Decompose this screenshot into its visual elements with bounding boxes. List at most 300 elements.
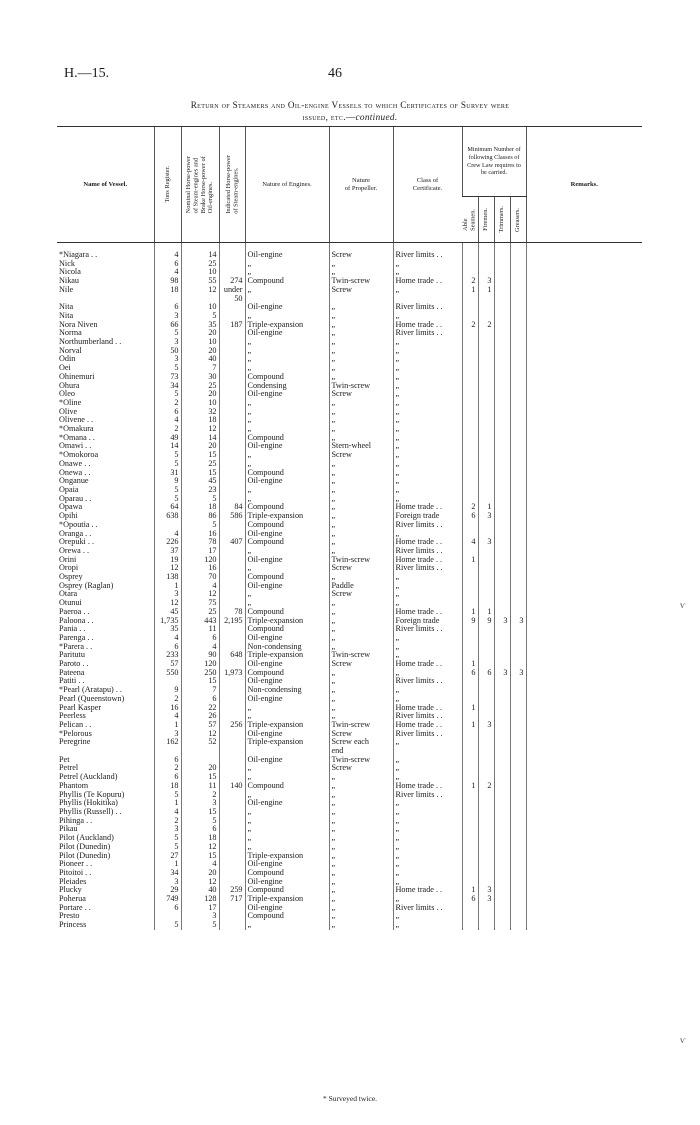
nominal-hp: 15	[181, 773, 219, 782]
engines	[245, 747, 329, 756]
remarks	[526, 495, 642, 504]
tons: 50	[154, 347, 181, 356]
certificate-class: Home trade . .	[393, 886, 462, 895]
propeller: „	[329, 416, 393, 425]
certificate-class: „	[393, 860, 462, 869]
table-row	[57, 303, 642, 312]
greasers	[510, 643, 526, 652]
propeller: „	[329, 530, 393, 539]
vessel-name: Norval	[59, 346, 82, 355]
indicated-hp	[219, 260, 245, 269]
table-row	[57, 521, 642, 530]
engines: Oil-engine	[245, 799, 329, 808]
firemen	[478, 660, 494, 669]
table-row	[57, 712, 642, 721]
able-seamen	[462, 912, 478, 921]
able-seamen	[462, 590, 478, 599]
trimmers	[494, 373, 510, 382]
firemen	[478, 434, 494, 443]
vessel-name: Pikau	[59, 825, 78, 834]
greasers	[510, 660, 526, 669]
tons: 5	[154, 329, 181, 338]
trimmers	[494, 886, 510, 895]
certificate-class: Home trade . .	[393, 704, 462, 713]
remarks	[526, 617, 642, 626]
nominal-hp: 18	[181, 416, 219, 425]
remarks	[526, 764, 642, 773]
table-row	[57, 460, 642, 469]
nominal-hp: 15	[181, 808, 219, 817]
indicated-hp	[219, 495, 245, 504]
propeller: „	[329, 921, 393, 930]
greasers	[510, 773, 526, 782]
firemen	[478, 677, 494, 686]
vessel-name: Nicola	[59, 268, 81, 277]
firemen	[478, 704, 494, 713]
nominal-hp: 57	[181, 721, 219, 730]
able-seamen	[462, 834, 478, 843]
tons: 3	[154, 590, 181, 599]
certificate-class: „	[393, 399, 462, 408]
nominal-hp: 7	[181, 686, 219, 695]
indicated-hp	[219, 399, 245, 408]
indicated-hp	[219, 878, 245, 887]
greasers	[510, 460, 526, 469]
col-trimmers: Trimmers.	[494, 197, 510, 243]
tons	[154, 912, 181, 921]
vessel-name: Petrel	[59, 764, 79, 773]
greasers	[510, 651, 526, 660]
firemen: 6	[478, 669, 494, 678]
nominal-hp: 5	[181, 521, 219, 530]
vessel-name: Olive	[59, 407, 78, 416]
engines: „	[245, 764, 329, 773]
greasers	[510, 904, 526, 913]
greasers	[510, 477, 526, 486]
engines: Compound	[245, 669, 329, 678]
tons: 5	[154, 791, 181, 800]
firemen	[478, 373, 494, 382]
table-row	[57, 921, 642, 930]
greasers	[510, 469, 526, 478]
propeller: „	[329, 573, 393, 582]
indicated-hp: 140	[219, 782, 245, 791]
engines: Oil-engine	[245, 390, 329, 399]
able-seamen	[462, 799, 478, 808]
firemen	[478, 817, 494, 826]
trimmers	[494, 582, 510, 591]
vessel-name: Princess	[59, 921, 87, 930]
table-row	[57, 825, 642, 834]
able-seamen	[462, 677, 478, 686]
remarks	[526, 738, 642, 747]
propeller: Twin-screw	[329, 721, 393, 730]
certificate-class: „	[393, 286, 462, 295]
certificate-class: River limits . .	[393, 677, 462, 686]
trimmers	[494, 677, 510, 686]
indicated-hp	[219, 904, 245, 913]
nominal-hp: 15	[181, 852, 219, 861]
trimmers	[494, 425, 510, 434]
certificate-class: „	[393, 843, 462, 852]
vessel-name: Nikau	[59, 277, 80, 286]
engines: Triple-expansion	[245, 852, 329, 861]
vessel-name: Paloona . .	[59, 616, 94, 625]
greasers	[510, 799, 526, 808]
nominal-hp: 15	[181, 451, 219, 460]
propeller: „	[329, 303, 393, 312]
firemen	[478, 268, 494, 277]
able-seamen: 1	[462, 556, 478, 565]
table-row	[57, 260, 642, 269]
certificate-class: Home trade . .	[393, 721, 462, 730]
nominal-hp	[181, 747, 219, 756]
certificate-class: „	[393, 878, 462, 887]
nominal-hp: 11	[181, 782, 219, 791]
greasers	[510, 834, 526, 843]
remarks	[526, 442, 642, 451]
indicated-hp: 1,973	[219, 669, 245, 678]
remarks	[526, 912, 642, 921]
firemen: 3	[478, 721, 494, 730]
engines: Compound	[245, 469, 329, 478]
propeller: „	[329, 469, 393, 478]
greasers	[510, 730, 526, 739]
vessel-name	[57, 747, 154, 756]
firemen	[478, 364, 494, 373]
engines: Condensing	[245, 382, 329, 391]
remarks	[526, 399, 642, 408]
firemen	[478, 799, 494, 808]
vessel-name: Orewa . .	[59, 546, 90, 555]
report-reference: H.—15.	[64, 66, 110, 81]
able-seamen	[462, 773, 478, 782]
vessel-name: Plucky	[59, 886, 82, 895]
propeller: end	[329, 747, 393, 756]
tons: 66	[154, 321, 181, 330]
propeller: „	[329, 355, 393, 364]
certificate-class: „	[393, 486, 462, 495]
trimmers	[494, 712, 510, 721]
engines: „	[245, 347, 329, 356]
able-seamen	[462, 643, 478, 652]
trimmers	[494, 338, 510, 347]
engines: Compound	[245, 434, 329, 443]
propeller: „	[329, 460, 393, 469]
engines: Triple-expansion	[245, 617, 329, 626]
nominal-hp: 5	[181, 495, 219, 504]
table-row	[57, 399, 642, 408]
propeller: „	[329, 686, 393, 695]
table-row	[57, 495, 642, 504]
vessel-name: Nile	[59, 285, 74, 294]
tons: 4	[154, 530, 181, 539]
nominal-hp: 25	[181, 382, 219, 391]
engines: „	[245, 286, 329, 295]
firemen	[478, 852, 494, 861]
indicated-hp	[219, 312, 245, 321]
vessel-name: Orepuki . .	[59, 538, 95, 547]
firemen	[478, 390, 494, 399]
propeller: „	[329, 799, 393, 808]
trimmers	[494, 547, 510, 556]
indicated-hp	[219, 442, 245, 451]
able-seamen: 2	[462, 321, 478, 330]
trimmers	[494, 625, 510, 634]
trimmers	[494, 295, 510, 304]
trimmers	[494, 651, 510, 660]
propeller: „	[329, 677, 393, 686]
vessel-name: Odin	[59, 355, 76, 364]
engines: Oil-engine	[245, 243, 329, 260]
tons: 5	[154, 390, 181, 399]
nominal-hp: 16	[181, 530, 219, 539]
propeller: „	[329, 808, 393, 817]
firemen	[478, 338, 494, 347]
vessel-name: Oropi	[59, 564, 79, 573]
greasers	[510, 530, 526, 539]
able-seamen	[462, 878, 478, 887]
firemen	[478, 547, 494, 556]
table-row	[57, 704, 642, 713]
certificate-class: „	[393, 373, 462, 382]
able-seamen: 1	[462, 704, 478, 713]
engines: Oil-engine	[245, 634, 329, 643]
table-row	[57, 869, 642, 878]
propeller: „	[329, 521, 393, 530]
indicated-hp	[219, 738, 245, 747]
greasers	[510, 434, 526, 443]
able-seamen: 1	[462, 721, 478, 730]
propeller: Screw	[329, 286, 393, 295]
firemen	[478, 756, 494, 765]
able-seamen: 1	[462, 286, 478, 295]
greasers	[510, 625, 526, 634]
nominal-hp: 12	[181, 730, 219, 739]
engines: „	[245, 355, 329, 364]
engines: „	[245, 364, 329, 373]
remarks	[526, 904, 642, 913]
indicated-hp	[219, 329, 245, 338]
trimmers	[494, 747, 510, 756]
trimmers	[494, 390, 510, 399]
tons: 1,735	[154, 617, 181, 626]
able-seamen	[462, 312, 478, 321]
remarks	[526, 538, 642, 547]
indicated-hp	[219, 808, 245, 817]
indicated-hp: 274	[219, 277, 245, 286]
propeller: „	[329, 817, 393, 826]
able-seamen	[462, 399, 478, 408]
propeller: „	[329, 338, 393, 347]
propeller: Twin-screw	[329, 756, 393, 765]
greasers	[510, 382, 526, 391]
table-row	[57, 382, 642, 391]
vessel-name: Pleiades	[59, 877, 87, 886]
vessel-name: Onawe . .	[59, 459, 91, 468]
trimmers	[494, 477, 510, 486]
greasers	[510, 860, 526, 869]
propeller: Twin-screw	[329, 556, 393, 565]
nominal-hp: 12	[181, 590, 219, 599]
firemen	[478, 573, 494, 582]
table-row	[57, 617, 642, 626]
engines: Compound	[245, 912, 329, 921]
nominal-hp: 45	[181, 477, 219, 486]
table-row	[57, 347, 642, 356]
firemen	[478, 599, 494, 608]
propeller: „	[329, 399, 393, 408]
engines: „	[245, 921, 329, 930]
remarks	[526, 886, 642, 895]
certificate-class: „	[393, 442, 462, 451]
table-row	[57, 643, 642, 652]
trimmers	[494, 538, 510, 547]
firemen	[478, 747, 494, 756]
remarks	[526, 329, 642, 338]
firemen	[478, 469, 494, 478]
greasers	[510, 791, 526, 800]
nominal-hp: 2	[181, 791, 219, 800]
nominal-hp: 30	[181, 373, 219, 382]
remarks	[526, 686, 642, 695]
indicated-hp	[219, 852, 245, 861]
greasers	[510, 921, 526, 930]
engines: „	[245, 460, 329, 469]
trimmers	[494, 599, 510, 608]
certificate-class: „	[393, 817, 462, 826]
trimmers	[494, 268, 510, 277]
firemen: 1	[478, 608, 494, 617]
able-seamen: 1	[462, 782, 478, 791]
indicated-hp	[219, 791, 245, 800]
vessel-name: Pioneer . .	[59, 860, 93, 869]
table-row	[57, 625, 642, 634]
tons: 34	[154, 869, 181, 878]
certificate-class: Home trade . .	[393, 538, 462, 547]
trimmers	[494, 834, 510, 843]
propeller: „	[329, 347, 393, 356]
able-seamen	[462, 625, 478, 634]
vessel-name: Nita	[59, 303, 74, 312]
remarks	[526, 547, 642, 556]
certificate-class: Home trade . .	[393, 321, 462, 330]
indicated-hp	[219, 355, 245, 364]
firemen	[478, 825, 494, 834]
trimmers	[494, 704, 510, 713]
remarks	[526, 268, 642, 277]
trimmers	[494, 382, 510, 391]
remarks	[526, 825, 642, 834]
able-seamen	[462, 347, 478, 356]
trimmers	[494, 912, 510, 921]
trimmers	[494, 817, 510, 826]
vessel-name: Ohinemuri	[59, 372, 95, 381]
propeller: Screw	[329, 590, 393, 599]
firemen	[478, 495, 494, 504]
tons: 9	[154, 686, 181, 695]
certificate-class: „	[393, 773, 462, 782]
propeller: „	[329, 704, 393, 713]
indicated-hp	[219, 347, 245, 356]
table-row	[57, 695, 642, 704]
firemen	[478, 634, 494, 643]
indicated-hp	[219, 486, 245, 495]
certificate-class: „	[393, 338, 462, 347]
certificate-class: „	[393, 895, 462, 904]
certificate-class: „	[393, 834, 462, 843]
engines: Oil-engine	[245, 756, 329, 765]
certificate-class: Home trade . .	[393, 556, 462, 565]
firemen	[478, 451, 494, 460]
propeller: Screw	[329, 390, 393, 399]
table-row	[57, 477, 642, 486]
able-seamen	[462, 808, 478, 817]
propeller: „	[329, 260, 393, 269]
nominal-hp: 55	[181, 277, 219, 286]
certificate-class: River limits . .	[393, 329, 462, 338]
greasers	[510, 295, 526, 304]
table-row	[57, 651, 642, 660]
table-row	[57, 730, 642, 739]
greasers	[510, 764, 526, 773]
indicated-hp	[219, 469, 245, 478]
indicated-hp	[219, 912, 245, 921]
tons: 6	[154, 756, 181, 765]
greasers	[510, 303, 526, 312]
tons: 1	[154, 721, 181, 730]
table-row	[57, 355, 642, 364]
indicated-hp	[219, 712, 245, 721]
vessel-name: Pania . .	[59, 625, 86, 634]
tons: 3	[154, 312, 181, 321]
table-row	[57, 599, 642, 608]
vessel-name	[57, 295, 154, 304]
firemen	[478, 355, 494, 364]
engines: „	[245, 817, 329, 826]
firemen	[478, 425, 494, 434]
remarks	[526, 704, 642, 713]
tons: 4	[154, 243, 181, 260]
able-seamen	[462, 573, 478, 582]
engines: „	[245, 564, 329, 573]
engines: „	[245, 495, 329, 504]
table-row	[57, 860, 642, 869]
table-row	[57, 286, 642, 295]
tons: 19	[154, 556, 181, 565]
nominal-hp: 23	[181, 486, 219, 495]
propeller: Stern-wheel	[329, 442, 393, 451]
engines: Compound	[245, 521, 329, 530]
firemen	[478, 712, 494, 721]
indicated-hp	[219, 530, 245, 539]
nominal-hp: 6	[181, 634, 219, 643]
trimmers	[494, 355, 510, 364]
remarks	[526, 312, 642, 321]
remarks	[526, 834, 642, 843]
vessel-name: *Omokoroa	[59, 451, 99, 460]
vessel-name: Pearl Kasper	[59, 703, 102, 712]
remarks	[526, 677, 642, 686]
engines: „	[245, 825, 329, 834]
vessel-name: Parenga . .	[59, 633, 94, 642]
certificate-class: „	[393, 477, 462, 486]
able-seamen	[462, 564, 478, 573]
trimmers	[494, 460, 510, 469]
remarks	[526, 295, 642, 304]
nominal-hp: 75	[181, 599, 219, 608]
vessel-name: Paroto . .	[59, 660, 89, 669]
